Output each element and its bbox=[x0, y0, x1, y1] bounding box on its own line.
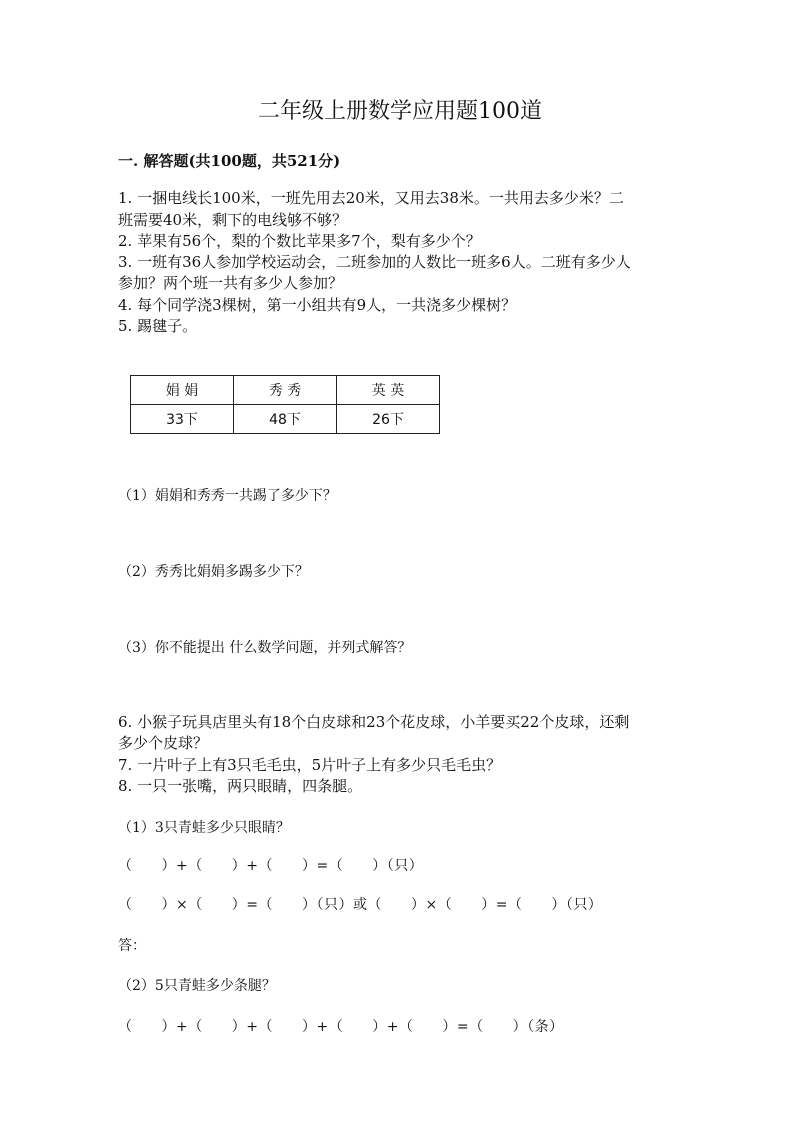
question-3-line-2: 参加？两个班一共有多少人参加？ bbox=[118, 274, 344, 292]
question-8-sub-1: （1）3只青蛙多少只眼睛？ bbox=[118, 820, 290, 836]
table-cell: 26下 bbox=[337, 405, 440, 434]
question-5-sub-3: （3）你不能提出 什么数学问题，并列式解答？ bbox=[118, 640, 412, 656]
fill-in-blank-multiplication: （ ）×（ ）=（ ）（只）或（ ）×（ ）=（ ）（只） bbox=[118, 897, 603, 913]
question-5: 5. 踢毽子。 bbox=[118, 317, 198, 335]
kick-count-table bbox=[130, 375, 440, 434]
question-3-line-1: 3. 一班有36人参加学校运动会，二班参加的人数比一班多6人。二班有多少人 bbox=[118, 253, 631, 271]
question-8-sub-2: （2）5只青蛙多少条腿？ bbox=[118, 978, 276, 994]
table-header-cell: 娟 娟 bbox=[131, 376, 234, 405]
section-heading: 一. 解答题(共100题，共521分) bbox=[118, 152, 341, 170]
table-header-cell: 秀 秀 bbox=[234, 376, 337, 405]
table-header-row bbox=[131, 376, 440, 405]
question-6-line-1: 6. 小猴子玩具店里头有18个白皮球和23个花皮球，小羊要买22个皮球，还剩 bbox=[118, 713, 630, 731]
answer-label: 答： bbox=[118, 938, 146, 954]
question-7: 7. 一片叶子上有3只毛毛虫，5片叶子上有多少只毛毛虫？ bbox=[118, 756, 502, 774]
question-8: 8. 一只一张嘴，两只眼睛，四条腿。 bbox=[118, 777, 363, 795]
fill-in-blank-legs: （ ）+（ ）+（ ）+（ ）+（ ）=（ ）（条） bbox=[118, 1019, 564, 1035]
table-header-cell: 英 英 bbox=[337, 376, 440, 405]
fill-in-blank-addition: （ ）+（ ）+（ ）=（ ）（只） bbox=[118, 858, 424, 874]
table-cell: 33下 bbox=[131, 405, 234, 434]
table-cell: 48下 bbox=[234, 405, 337, 434]
question-6-line-2: 多少个皮球？ bbox=[118, 734, 209, 752]
question-1-line-1: 1. 一捆电线长100米，一班先用去20米，又用去38米。一共用去多少米？二 bbox=[118, 189, 624, 207]
question-1-line-2: 班需要40米，剩下的电线够不够？ bbox=[118, 211, 348, 229]
page-title: 二年级上册数学应用题100道 bbox=[258, 99, 542, 124]
question-5-sub-1: （1）娟娟和秀秀一共踢了多少下？ bbox=[118, 488, 337, 504]
table-row bbox=[131, 405, 440, 434]
question-4: 4. 每个同学浇3棵树，第一小组共有9人，一共浇多少棵树？ bbox=[118, 296, 517, 314]
question-5-sub-2: （2）秀秀比娟娟多踢多少下？ bbox=[118, 564, 309, 580]
question-2: 2. 苹果有56个，梨的个数比苹果多7个，梨有多少个？ bbox=[118, 232, 481, 250]
